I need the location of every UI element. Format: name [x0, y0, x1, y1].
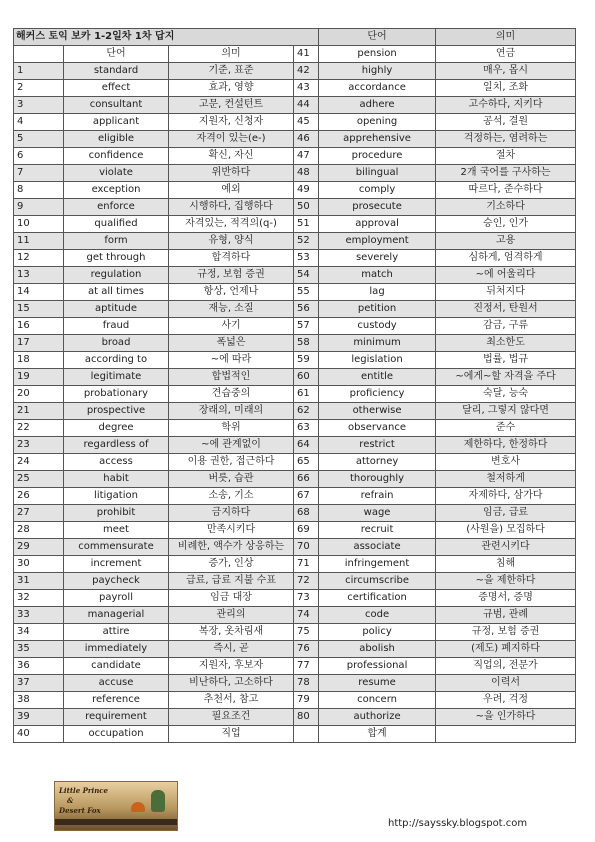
row-number: 22: [14, 420, 64, 437]
row-meaning: ~에 어울리다: [436, 267, 576, 284]
row-word: increment: [64, 556, 169, 573]
row-meaning: ~에 따라: [169, 352, 294, 369]
row-word: commensurate: [64, 539, 169, 556]
row-word: professional: [319, 658, 436, 675]
row-word: pension: [319, 46, 436, 63]
row-word: refrain: [319, 488, 436, 505]
row-word: prohibit: [64, 505, 169, 522]
table-row: [14, 114, 576, 131]
row-meaning: 필요조건: [169, 709, 294, 726]
row-number: 58: [294, 335, 319, 352]
row-word: managerial: [64, 607, 169, 624]
row-word: qualified: [64, 216, 169, 233]
row-word: occupation: [64, 726, 169, 743]
row-word: broad: [64, 335, 169, 352]
row-word: aptitude: [64, 301, 169, 318]
row-word: get through: [64, 250, 169, 267]
row-word: probationary: [64, 386, 169, 403]
row-word: attorney: [319, 454, 436, 471]
row-meaning: 예외: [169, 182, 294, 199]
row-number: 19: [14, 369, 64, 386]
row-meaning: 복장, 옷차림새: [169, 624, 294, 641]
row-meaning: 절차: [436, 148, 576, 165]
row-number: 4: [14, 114, 64, 131]
table-row: [14, 233, 576, 250]
row-meaning: 장래의, 미래의: [169, 403, 294, 420]
row-word: opening: [319, 114, 436, 131]
row-meaning: 위반하다: [169, 165, 294, 182]
row-word: effect: [64, 80, 169, 97]
row-word: applicant: [64, 114, 169, 131]
row-number: 37: [14, 675, 64, 692]
table-row: [14, 488, 576, 505]
row-word: wage: [319, 505, 436, 522]
header-number-left: [14, 46, 64, 63]
row-meaning: ~을 제한하다: [436, 573, 576, 590]
row-meaning: 진정서, 탄원서: [436, 301, 576, 318]
vocab-answer-table: [13, 28, 576, 743]
row-word: according to: [64, 352, 169, 369]
row-word: access: [64, 454, 169, 471]
row-meaning: 따르다, 준수하다: [436, 182, 576, 199]
row-number: 13: [14, 267, 64, 284]
row-number: 21: [14, 403, 64, 420]
row-meaning: 비례한, 액수가 상응하는: [169, 539, 294, 556]
table-row: [14, 318, 576, 335]
row-word: exception: [64, 182, 169, 199]
table-row: [14, 284, 576, 301]
row-meaning: 확신, 자신: [169, 148, 294, 165]
row-meaning: 만족시키다: [169, 522, 294, 539]
row-meaning: 자격이 있는(e-): [169, 131, 294, 148]
table-row: [14, 267, 576, 284]
row-meaning: 임금 대장: [169, 590, 294, 607]
row-meaning: 유형, 양식: [169, 233, 294, 250]
footer-url: http://sayssky.blogspot.com: [388, 818, 528, 829]
row-number: [294, 726, 319, 743]
table-row: [14, 403, 576, 420]
row-number: 7: [14, 165, 64, 182]
row-meaning: 금지하다: [169, 505, 294, 522]
row-word: confidence: [64, 148, 169, 165]
table-row: [14, 607, 576, 624]
row-meaning: 걱정하는, 염려하는: [436, 131, 576, 148]
row-number: 52: [294, 233, 319, 250]
row-number: 1: [14, 63, 64, 80]
table-row: [14, 624, 576, 641]
row-meaning: 2개 국어를 구사하는: [436, 165, 576, 182]
row-number: 17: [14, 335, 64, 352]
row-number: 63: [294, 420, 319, 437]
row-number: 49: [294, 182, 319, 199]
row-meaning: 뒤처지다: [436, 284, 576, 301]
table-row: [14, 369, 576, 386]
row-word: custody: [319, 318, 436, 335]
table-row: [14, 131, 576, 148]
row-number: 32: [14, 590, 64, 607]
row-number: 55: [294, 284, 319, 301]
row-word: certification: [319, 590, 436, 607]
row-number: 53: [294, 250, 319, 267]
table-row: [14, 352, 576, 369]
row-meaning: 재능, 소질: [169, 301, 294, 318]
row-number: 57: [294, 318, 319, 335]
row-meaning: 이용 권한, 접근하다: [169, 454, 294, 471]
row-number: 48: [294, 165, 319, 182]
row-word: degree: [64, 420, 169, 437]
row-word: concern: [319, 692, 436, 709]
row-number: 12: [14, 250, 64, 267]
row-number: 18: [14, 352, 64, 369]
row-word: eligible: [64, 131, 169, 148]
row-number: 75: [294, 624, 319, 641]
row-number: 33: [14, 607, 64, 624]
row-number: 39: [14, 709, 64, 726]
row-meaning: 철저하게: [436, 471, 576, 488]
row-meaning: 고용: [436, 233, 576, 250]
header-meaning-left: 의미: [169, 46, 294, 63]
sheet-title: 해커스 토익 보카 1-2일차 1차 답지: [14, 29, 319, 46]
row-word: bilingual: [319, 165, 436, 182]
row-number: 62: [294, 403, 319, 420]
row-word: standard: [64, 63, 169, 80]
row-word: payroll: [64, 590, 169, 607]
row-word: accuse: [64, 675, 169, 692]
row-word: form: [64, 233, 169, 250]
row-word: entitle: [319, 369, 436, 386]
row-word: severely: [319, 250, 436, 267]
row-word: consultant: [64, 97, 169, 114]
row-number: 16: [14, 318, 64, 335]
row-number: 36: [14, 658, 64, 675]
row-word: employment: [319, 233, 436, 250]
row-number: 24: [14, 454, 64, 471]
row-meaning: 공석, 결원: [436, 114, 576, 131]
row-meaning: 규정, 보험 증권: [436, 624, 576, 641]
row-word: habit: [64, 471, 169, 488]
row-word: prosecute: [319, 199, 436, 216]
row-meaning: 기소하다: [436, 199, 576, 216]
row-meaning: 감금, 구류: [436, 318, 576, 335]
row-word: paycheck: [64, 573, 169, 590]
row-number: 6: [14, 148, 64, 165]
row-number: 54: [294, 267, 319, 284]
row-number: 64: [294, 437, 319, 454]
row-meaning: 견습중의: [169, 386, 294, 403]
row-number: 8: [14, 182, 64, 199]
row-number: 41: [294, 46, 319, 63]
row-meaning: 자제하다, 삼가다: [436, 488, 576, 505]
row-word: apprehensive: [319, 131, 436, 148]
row-meaning: [436, 726, 576, 743]
row-word: comply: [319, 182, 436, 199]
table-row: [14, 165, 576, 182]
row-number: 11: [14, 233, 64, 250]
row-number: 73: [294, 590, 319, 607]
row-number: 71: [294, 556, 319, 573]
row-meaning: 규정, 보험 증권: [169, 267, 294, 284]
table-row: [14, 505, 576, 522]
table-row: [14, 556, 576, 573]
row-meaning: 효과, 영향: [169, 80, 294, 97]
row-word: adhere: [319, 97, 436, 114]
row-number: 27: [14, 505, 64, 522]
row-word: legislation: [319, 352, 436, 369]
row-word: procedure: [319, 148, 436, 165]
row-number: 25: [14, 471, 64, 488]
row-meaning: 직업: [169, 726, 294, 743]
row-number: 43: [294, 80, 319, 97]
table-row: [14, 675, 576, 692]
table-row: [14, 182, 576, 199]
row-word: thoroughly: [319, 471, 436, 488]
table-row: [14, 658, 576, 675]
row-word: highly: [319, 63, 436, 80]
header-word-right: 단어: [319, 29, 436, 46]
row-word: regulation: [64, 267, 169, 284]
row-word: approval: [319, 216, 436, 233]
table-row: [14, 386, 576, 403]
row-word: regardless of: [64, 437, 169, 454]
row-word: at all times: [64, 284, 169, 301]
row-word: petition: [319, 301, 436, 318]
row-meaning: ~을 인가하다: [436, 709, 576, 726]
row-number: 70: [294, 539, 319, 556]
row-meaning: 소송, 기소: [169, 488, 294, 505]
row-meaning: 숙달, 능숙: [436, 386, 576, 403]
table-row: [14, 454, 576, 471]
row-word: observance: [319, 420, 436, 437]
row-meaning: 학위: [169, 420, 294, 437]
row-word: immediately: [64, 641, 169, 658]
row-word: circumscribe: [319, 573, 436, 590]
row-word: policy: [319, 624, 436, 641]
row-meaning: 매우, 몹시: [436, 63, 576, 80]
row-number: 42: [294, 63, 319, 80]
table-row: [14, 726, 576, 743]
row-number: 72: [294, 573, 319, 590]
row-word: accordance: [319, 80, 436, 97]
table-row: [14, 471, 576, 488]
row-meaning: 자격있는, 적격의(q-): [169, 216, 294, 233]
row-word: otherwise: [319, 403, 436, 420]
row-meaning: 변호사: [436, 454, 576, 471]
row-word: legitimate: [64, 369, 169, 386]
table-row: [14, 250, 576, 267]
row-word: requirement: [64, 709, 169, 726]
table-row: [14, 709, 576, 726]
row-number: 2: [14, 80, 64, 97]
row-word: proficiency: [319, 386, 436, 403]
row-word: litigation: [64, 488, 169, 505]
row-number: 15: [14, 301, 64, 318]
row-number: 74: [294, 607, 319, 624]
row-meaning: 지원자, 후보자: [169, 658, 294, 675]
row-word: reference: [64, 692, 169, 709]
row-number: 34: [14, 624, 64, 641]
row-meaning: 항상, 언제나: [169, 284, 294, 301]
row-meaning: 고수하다, 지키다: [436, 97, 576, 114]
row-number: 44: [294, 97, 319, 114]
table-row: [14, 216, 576, 233]
row-word: prospective: [64, 403, 169, 420]
table-row: [14, 63, 576, 80]
row-meaning: 승인, 인가: [436, 216, 576, 233]
table-row: [14, 437, 576, 454]
row-number: 23: [14, 437, 64, 454]
table-row: [14, 301, 576, 318]
row-meaning: 증명서, 증명: [436, 590, 576, 607]
row-meaning: 비난하다, 고소하다: [169, 675, 294, 692]
row-meaning: 달리, 그렇지 않다면: [436, 403, 576, 420]
row-meaning: 추천서, 참고: [169, 692, 294, 709]
row-number: 47: [294, 148, 319, 165]
row-word: candidate: [64, 658, 169, 675]
fox-icon: [131, 802, 145, 812]
row-meaning: 기준, 표준: [169, 63, 294, 80]
row-word: recruit: [319, 522, 436, 539]
row-word: abolish: [319, 641, 436, 658]
row-meaning: ~에 관계없이: [169, 437, 294, 454]
row-number: 76: [294, 641, 319, 658]
row-number: 45: [294, 114, 319, 131]
row-meaning: 관련시키다: [436, 539, 576, 556]
row-number: 50: [294, 199, 319, 216]
row-number: 69: [294, 522, 319, 539]
row-word: restrict: [319, 437, 436, 454]
row-number: 31: [14, 573, 64, 590]
row-word: minimum: [319, 335, 436, 352]
table-row: [14, 539, 576, 556]
little-prince-logo: Little Prince & Desert Fox: [54, 781, 178, 831]
row-meaning: 폭넓은: [169, 335, 294, 352]
row-word: fraud: [64, 318, 169, 335]
table-row: [14, 641, 576, 658]
row-number: 9: [14, 199, 64, 216]
row-meaning: 지원자, 신청자: [169, 114, 294, 131]
row-number: 35: [14, 641, 64, 658]
row-word: infringement: [319, 556, 436, 573]
table-row: [14, 148, 576, 165]
table-row: [14, 573, 576, 590]
table-row: [14, 522, 576, 539]
row-word: meet: [64, 522, 169, 539]
row-meaning: 제한하다, 한정하다: [436, 437, 576, 454]
row-meaning: 준수: [436, 420, 576, 437]
row-number: 26: [14, 488, 64, 505]
row-meaning: 고문, 컨설턴트: [169, 97, 294, 114]
row-number: 60: [294, 369, 319, 386]
row-meaning: 침해: [436, 556, 576, 573]
row-meaning: 심하게, 엄격하게: [436, 250, 576, 267]
row-meaning: 시행하다, 집행하다: [169, 199, 294, 216]
row-meaning: 합격하다: [169, 250, 294, 267]
row-number: 59: [294, 352, 319, 369]
row-number: 30: [14, 556, 64, 573]
row-word: authorize: [319, 709, 436, 726]
row-meaning: 즉시, 곧: [169, 641, 294, 658]
row-word: violate: [64, 165, 169, 182]
row-meaning: 규범, 관례: [436, 607, 576, 624]
row-meaning: 합법적인: [169, 369, 294, 386]
row-meaning: 증가, 인상: [169, 556, 294, 573]
table-row: [14, 97, 576, 114]
row-number: 65: [294, 454, 319, 471]
row-number: 46: [294, 131, 319, 148]
row-word: 합계: [319, 726, 436, 743]
row-number: 14: [14, 284, 64, 301]
row-word: attire: [64, 624, 169, 641]
row-word: resume: [319, 675, 436, 692]
table-row: [14, 590, 576, 607]
table-row: [14, 420, 576, 437]
row-number: 77: [294, 658, 319, 675]
row-meaning: (제도) 폐지하다: [436, 641, 576, 658]
row-word: code: [319, 607, 436, 624]
row-number: 28: [14, 522, 64, 539]
row-word: lag: [319, 284, 436, 301]
row-number: 56: [294, 301, 319, 318]
row-word: match: [319, 267, 436, 284]
row-number: 68: [294, 505, 319, 522]
row-meaning: 일치, 조화: [436, 80, 576, 97]
prince-icon: [151, 790, 165, 812]
table-row: [14, 692, 576, 709]
header-word-left: 단어: [64, 46, 169, 63]
row-meaning: 최소한도: [436, 335, 576, 352]
row-word: enforce: [64, 199, 169, 216]
row-meaning: 사기: [169, 318, 294, 335]
row-number: 79: [294, 692, 319, 709]
row-number: 66: [294, 471, 319, 488]
row-number: 5: [14, 131, 64, 148]
row-number: 51: [294, 216, 319, 233]
row-meaning: 직업의, 전문가: [436, 658, 576, 675]
row-number: 61: [294, 386, 319, 403]
row-meaning: 관리의: [169, 607, 294, 624]
table-row: [14, 335, 576, 352]
header-meaning-right: 의미: [436, 29, 576, 46]
row-number: 80: [294, 709, 319, 726]
row-meaning: ~에게~할 자격을 주다: [436, 369, 576, 386]
row-meaning: (사원을) 모집하다: [436, 522, 576, 539]
row-meaning: 법률, 법규: [436, 352, 576, 369]
row-number: 20: [14, 386, 64, 403]
table-row: [14, 199, 576, 216]
row-number: 29: [14, 539, 64, 556]
row-meaning: 우려, 걱정: [436, 692, 576, 709]
row-number: 10: [14, 216, 64, 233]
row-meaning: 이력서: [436, 675, 576, 692]
row-meaning: 버릇, 습관: [169, 471, 294, 488]
row-number: 67: [294, 488, 319, 505]
row-word: associate: [319, 539, 436, 556]
row-meaning: 연금: [436, 46, 576, 63]
row-meaning: 임금, 급료: [436, 505, 576, 522]
row-meaning: 급료, 급료 지불 수표: [169, 573, 294, 590]
row-number: 38: [14, 692, 64, 709]
row-number: 78: [294, 675, 319, 692]
table-row: [14, 80, 576, 97]
row-number: 40: [14, 726, 64, 743]
row-number: 3: [14, 97, 64, 114]
